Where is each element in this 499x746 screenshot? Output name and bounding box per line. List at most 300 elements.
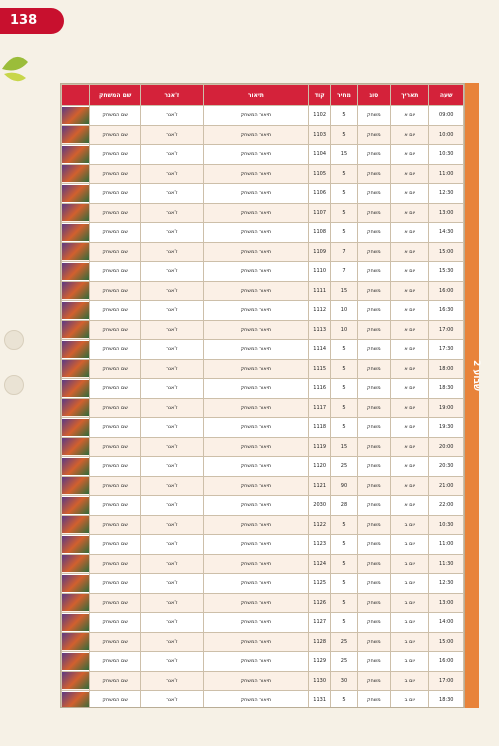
table-row	[62, 359, 464, 379]
cell-time: 18:30	[429, 691, 464, 709]
game-thumbnail	[62, 476, 90, 496]
cell-price: 5	[331, 554, 357, 574]
game-thumbnail-image	[62, 321, 89, 338]
cell-code: 1126	[309, 593, 331, 613]
table-row	[62, 418, 464, 438]
game-thumbnail-image	[62, 263, 89, 280]
cell-name: שם המשחק	[90, 671, 141, 691]
cell-time: 17:30	[429, 340, 464, 360]
cell-price: 5	[331, 593, 357, 613]
game-thumbnail	[62, 457, 90, 477]
game-thumbnail-image	[62, 497, 89, 514]
cell-code: 1113	[309, 320, 331, 340]
game-thumbnail-image	[62, 165, 89, 182]
game-thumbnail	[62, 359, 90, 379]
cell-genre: ז'אנר	[140, 535, 203, 555]
table-row	[62, 457, 464, 477]
cell-code: 1125	[309, 574, 331, 594]
table-row	[62, 613, 464, 633]
table-row	[62, 320, 464, 340]
table-row	[62, 340, 464, 360]
game-thumbnail	[62, 340, 90, 360]
cell-code: 1110	[309, 262, 331, 282]
game-thumbnail	[62, 593, 90, 613]
cell-day: יום ב	[391, 515, 429, 535]
cell-price: 5	[331, 535, 357, 555]
cell-code: 1119	[309, 437, 331, 457]
game-thumbnail-image	[62, 146, 89, 163]
cell-day: יום ב	[391, 535, 429, 555]
cell-day: יום ב	[391, 593, 429, 613]
cell-price: 5	[331, 418, 357, 438]
cell-type: משחק	[357, 398, 390, 418]
cell-code: 1129	[309, 652, 331, 672]
cell-name: שם המשחק	[90, 262, 141, 282]
header-name: שם המשחק	[90, 85, 141, 106]
cell-time: 13:00	[429, 593, 464, 613]
cell-genre: ז'אנר	[140, 398, 203, 418]
cell-genre: ז'אנר	[140, 242, 203, 262]
cell-day: יום א	[391, 262, 429, 282]
binder-hole	[4, 375, 24, 395]
cell-price: 5	[331, 203, 357, 223]
cell-name: שם המשחק	[90, 359, 141, 379]
table-row	[62, 691, 464, 709]
page-number-tab	[0, 8, 64, 34]
cell-genre: ז'אנר	[140, 262, 203, 282]
cell-desc: תיאור המשחק	[203, 301, 308, 321]
cell-desc: תיאור המשחק	[203, 203, 308, 223]
cell-desc: תיאור המשחק	[203, 223, 308, 243]
cell-genre: ז'אנר	[140, 340, 203, 360]
cell-price: 10	[331, 320, 357, 340]
cell-day: יום א	[391, 125, 429, 145]
cell-genre: ז'אנר	[140, 652, 203, 672]
cell-type: משחק	[357, 340, 390, 360]
cell-code: 1124	[309, 554, 331, 574]
cell-desc: תיאור המשחק	[203, 554, 308, 574]
cell-desc: תיאור המשחק	[203, 632, 308, 652]
game-thumbnail	[62, 242, 90, 262]
game-thumbnail-image	[62, 380, 89, 397]
schedule-table	[61, 84, 464, 708]
cell-desc: תיאור המשחק	[203, 613, 308, 633]
game-thumbnail	[62, 574, 90, 594]
cell-genre: ז'אנר	[140, 691, 203, 709]
cell-code: 1130	[309, 671, 331, 691]
table-row	[62, 203, 464, 223]
game-thumbnail	[62, 535, 90, 555]
cell-type: משחק	[357, 184, 390, 204]
cell-type: משחק	[357, 593, 390, 613]
cell-type: משחק	[357, 671, 390, 691]
header-code: קוד	[309, 85, 331, 106]
cell-name: שם המשחק	[90, 398, 141, 418]
cell-genre: ז'אנר	[140, 281, 203, 301]
cell-desc: תיאור המשחק	[203, 593, 308, 613]
cell-day: יום א	[391, 496, 429, 516]
game-thumbnail	[62, 223, 90, 243]
cell-name: שם המשחק	[90, 145, 141, 165]
cell-genre: ז'אנר	[140, 203, 203, 223]
cell-desc: תיאור המשחק	[203, 359, 308, 379]
game-thumbnail	[62, 125, 90, 145]
cell-price: 90	[331, 476, 357, 496]
cell-price: 25	[331, 457, 357, 477]
cell-price: 5	[331, 340, 357, 360]
cell-desc: תיאור המשחק	[203, 125, 308, 145]
table-row	[62, 496, 464, 516]
binder-hole	[4, 330, 24, 350]
cell-desc: תיאור המשחק	[203, 262, 308, 282]
table-row	[62, 476, 464, 496]
cell-genre: ז'אנר	[140, 671, 203, 691]
cell-time: 19:30	[429, 418, 464, 438]
cell-time: 20:00	[429, 437, 464, 457]
game-thumbnail-image	[62, 399, 89, 416]
table-row	[62, 593, 464, 613]
cell-name: שם המשחק	[90, 320, 141, 340]
game-thumbnail	[62, 398, 90, 418]
table-row	[62, 184, 464, 204]
cell-time: 11:00	[429, 164, 464, 184]
cell-name: שם המשחק	[90, 593, 141, 613]
cell-day: יום א	[391, 203, 429, 223]
cell-type: משחק	[357, 281, 390, 301]
cell-genre: ז'אנר	[140, 125, 203, 145]
header-time: שעה	[429, 85, 464, 106]
cell-name: שם המשחק	[90, 613, 141, 633]
cell-price: 5	[331, 691, 357, 709]
cell-day: יום א	[391, 340, 429, 360]
game-thumbnail	[62, 164, 90, 184]
cell-code: 1115	[309, 359, 331, 379]
cell-desc: תיאור המשחק	[203, 398, 308, 418]
cell-name: שם המשחק	[90, 457, 141, 477]
cell-type: משחק	[357, 301, 390, 321]
table-row	[62, 379, 464, 399]
cell-genre: ז'אנר	[140, 320, 203, 340]
cell-type: משחק	[357, 145, 390, 165]
table-row	[62, 398, 464, 418]
cell-genre: ז'אנר	[140, 301, 203, 321]
cell-type: משחק	[357, 652, 390, 672]
cell-day: יום א	[391, 223, 429, 243]
cell-genre: ז'אנר	[140, 613, 203, 633]
game-thumbnail	[62, 437, 90, 457]
cell-type: משחק	[357, 418, 390, 438]
cell-desc: תיאור המשחק	[203, 671, 308, 691]
cell-type: משחק	[357, 125, 390, 145]
cell-day: יום ב	[391, 554, 429, 574]
cell-price: 15	[331, 281, 357, 301]
table-row	[62, 671, 464, 691]
game-thumbnail	[62, 203, 90, 223]
cell-time: 12:30	[429, 184, 464, 204]
cell-code: 1111	[309, 281, 331, 301]
cell-name: שם המשחק	[90, 379, 141, 399]
cell-price: 7	[331, 242, 357, 262]
cell-name: שם המשחק	[90, 203, 141, 223]
cell-code: 1116	[309, 379, 331, 399]
cell-desc: תיאור המשחק	[203, 535, 308, 555]
cell-time: 16:30	[429, 301, 464, 321]
cell-time: 18:00	[429, 359, 464, 379]
cell-day: יום ב	[391, 691, 429, 709]
table-row	[62, 223, 464, 243]
game-thumbnail	[62, 262, 90, 282]
cell-desc: תיאור המשחק	[203, 652, 308, 672]
cell-time: 14:30	[429, 223, 464, 243]
cell-code: 1128	[309, 632, 331, 652]
cell-genre: ז'אנר	[140, 106, 203, 126]
cell-name: שם המשחק	[90, 164, 141, 184]
cell-price: 5	[331, 359, 357, 379]
game-thumbnail-image	[62, 633, 89, 650]
cell-code: 1122	[309, 515, 331, 535]
game-thumbnail-image	[62, 224, 89, 241]
cell-type: משחק	[357, 379, 390, 399]
cell-price: 5	[331, 574, 357, 594]
cell-time: 09:00	[429, 106, 464, 126]
cell-time: 17:00	[429, 320, 464, 340]
cell-genre: ז'אנר	[140, 418, 203, 438]
cell-day: יום ב	[391, 574, 429, 594]
cell-genre: ז'אנר	[140, 184, 203, 204]
game-thumbnail	[62, 320, 90, 340]
cell-name: שם המשחק	[90, 340, 141, 360]
cell-genre: ז'אנר	[140, 457, 203, 477]
cell-code: 1109	[309, 242, 331, 262]
cell-type: משחק	[357, 632, 390, 652]
game-thumbnail-image	[62, 282, 89, 299]
cell-day: יום א	[391, 320, 429, 340]
header-type: סוג	[357, 85, 390, 106]
cell-price: 5	[331, 125, 357, 145]
cell-name: שם המשחק	[90, 125, 141, 145]
game-thumbnail	[62, 652, 90, 672]
cell-type: משחק	[357, 613, 390, 633]
table-row	[62, 145, 464, 165]
cell-code: 1103	[309, 125, 331, 145]
game-thumbnail-image	[62, 419, 89, 436]
cell-time: 15:00	[429, 632, 464, 652]
cell-desc: תיאור המשחק	[203, 515, 308, 535]
cell-name: שם המשחק	[90, 418, 141, 438]
game-thumbnail-image	[62, 594, 89, 611]
cell-desc: תיאור המשחק	[203, 476, 308, 496]
cell-price: 30	[331, 671, 357, 691]
cell-price: 15	[331, 437, 357, 457]
cell-day: יום ב	[391, 671, 429, 691]
cell-price: 5	[331, 223, 357, 243]
cell-day: יום א	[391, 359, 429, 379]
cell-genre: ז'אנר	[140, 437, 203, 457]
cell-type: משחק	[357, 574, 390, 594]
cell-code: 1131	[309, 691, 331, 709]
game-thumbnail-image	[62, 692, 89, 708]
game-thumbnail	[62, 691, 90, 709]
game-thumbnail-image	[62, 672, 89, 689]
cell-day: יום ב	[391, 632, 429, 652]
cell-code: 1118	[309, 418, 331, 438]
cell-type: משחק	[357, 203, 390, 223]
cell-price: 15	[331, 145, 357, 165]
cell-genre: ז'אנר	[140, 632, 203, 652]
game-thumbnail	[62, 613, 90, 633]
cell-time: 14:00	[429, 613, 464, 633]
cell-name: שם המשחק	[90, 242, 141, 262]
cell-name: שם המשחק	[90, 652, 141, 672]
table-row	[62, 515, 464, 535]
game-thumbnail-image	[62, 458, 89, 475]
cell-day: יום א	[391, 164, 429, 184]
cell-type: משחק	[357, 437, 390, 457]
cell-type: משחק	[357, 359, 390, 379]
header-thumb	[62, 85, 90, 106]
cell-code: 1127	[309, 613, 331, 633]
cell-code: 1108	[309, 223, 331, 243]
cell-type: משחק	[357, 515, 390, 535]
cell-time: 10:30	[429, 145, 464, 165]
cell-time: 10:30	[429, 515, 464, 535]
game-thumbnail	[62, 145, 90, 165]
cell-type: משחק	[357, 320, 390, 340]
cell-code: 1106	[309, 184, 331, 204]
cell-day: יום א	[391, 476, 429, 496]
game-thumbnail	[62, 281, 90, 301]
cell-day: יום א	[391, 281, 429, 301]
cell-name: שם המשחק	[90, 106, 141, 126]
table-row	[62, 535, 464, 555]
cell-code: 2030	[309, 496, 331, 516]
cell-genre: ז'אנר	[140, 476, 203, 496]
cell-genre: ז'אנר	[140, 145, 203, 165]
cell-day: יום א	[391, 301, 429, 321]
cell-genre: ז'אנר	[140, 223, 203, 243]
table-header-row	[62, 85, 464, 106]
cell-name: שם המשחק	[90, 184, 141, 204]
table-row	[62, 652, 464, 672]
header-day: תאריך	[391, 85, 429, 106]
cell-price: 5	[331, 106, 357, 126]
cell-time: 22:00	[429, 496, 464, 516]
cell-type: משחק	[357, 262, 390, 282]
cell-price: 5	[331, 164, 357, 184]
cell-type: משחק	[357, 223, 390, 243]
table-row	[62, 281, 464, 301]
cell-time: 11:00	[429, 535, 464, 555]
cell-day: יום ב	[391, 652, 429, 672]
cell-day: יום א	[391, 184, 429, 204]
cell-day: יום א	[391, 106, 429, 126]
cell-price: 10	[331, 301, 357, 321]
cell-desc: תיאור המשחק	[203, 281, 308, 301]
cell-price: 25	[331, 632, 357, 652]
cell-desc: תיאור המשחק	[203, 145, 308, 165]
cell-code: 1123	[309, 535, 331, 555]
cell-genre: ז'אנר	[140, 593, 203, 613]
game-thumbnail-image	[62, 360, 89, 377]
cell-day: יום א	[391, 242, 429, 262]
table-row	[62, 437, 464, 457]
cell-time: 10:00	[429, 125, 464, 145]
cell-day: יום א	[391, 145, 429, 165]
cell-price: 7	[331, 262, 357, 282]
leaf-decoration-icon	[0, 44, 30, 94]
cell-name: שם המשחק	[90, 554, 141, 574]
cell-day: יום א	[391, 457, 429, 477]
cell-time: 20:30	[429, 457, 464, 477]
table-row	[62, 125, 464, 145]
cell-time: 21:00	[429, 476, 464, 496]
cell-price: 5	[331, 398, 357, 418]
game-thumbnail	[62, 671, 90, 691]
cell-time: 13:00	[429, 203, 464, 223]
game-thumbnail-image	[62, 438, 89, 455]
cell-name: שם המשחק	[90, 574, 141, 594]
cell-type: משחק	[357, 106, 390, 126]
game-thumbnail-image	[62, 575, 89, 592]
cell-type: משחק	[357, 554, 390, 574]
game-thumbnail-image	[62, 555, 89, 572]
cell-name: שם המשחק	[90, 691, 141, 709]
cell-name: שם המשחק	[90, 301, 141, 321]
table-row	[62, 632, 464, 652]
game-thumbnail-image	[62, 516, 89, 533]
cell-genre: ז'אנר	[140, 515, 203, 535]
cell-price: 5	[331, 515, 357, 535]
cell-type: משחק	[357, 242, 390, 262]
cell-desc: תיאור המשחק	[203, 457, 308, 477]
cell-desc: תיאור המשחק	[203, 437, 308, 457]
cell-name: שם המשחק	[90, 535, 141, 555]
cell-genre: ז'אנר	[140, 359, 203, 379]
game-thumbnail-image	[62, 536, 89, 553]
cell-day: יום א	[391, 418, 429, 438]
cell-price: 5	[331, 184, 357, 204]
table-row	[62, 554, 464, 574]
cell-desc: תיאור המשחק	[203, 340, 308, 360]
table-row	[62, 262, 464, 282]
cell-genre: ז'אנר	[140, 496, 203, 516]
cell-type: משחק	[357, 164, 390, 184]
cell-genre: ז'אנר	[140, 164, 203, 184]
cell-type: משחק	[357, 457, 390, 477]
cell-code: 1102	[309, 106, 331, 126]
game-thumbnail-image	[62, 185, 89, 202]
cell-genre: ז'אנר	[140, 554, 203, 574]
cell-desc: תיאור המשחק	[203, 184, 308, 204]
cell-name: שם המשחק	[90, 223, 141, 243]
game-thumbnail	[62, 301, 90, 321]
game-thumbnail-image	[62, 477, 89, 494]
cell-genre: ז'אנר	[140, 379, 203, 399]
cell-name: שם המשחק	[90, 437, 141, 457]
cell-code: 1121	[309, 476, 331, 496]
cell-day: יום א	[391, 379, 429, 399]
cell-code: 1117	[309, 398, 331, 418]
cell-day: יום א	[391, 437, 429, 457]
header-price: מחיר	[331, 85, 357, 106]
cell-name: שם המשחק	[90, 281, 141, 301]
week-side-band	[465, 83, 479, 708]
table-row	[62, 242, 464, 262]
cell-name: שם המשחק	[90, 476, 141, 496]
cell-code: 1112	[309, 301, 331, 321]
cell-desc: תיאור המשחק	[203, 418, 308, 438]
cell-time: 15:30	[429, 262, 464, 282]
